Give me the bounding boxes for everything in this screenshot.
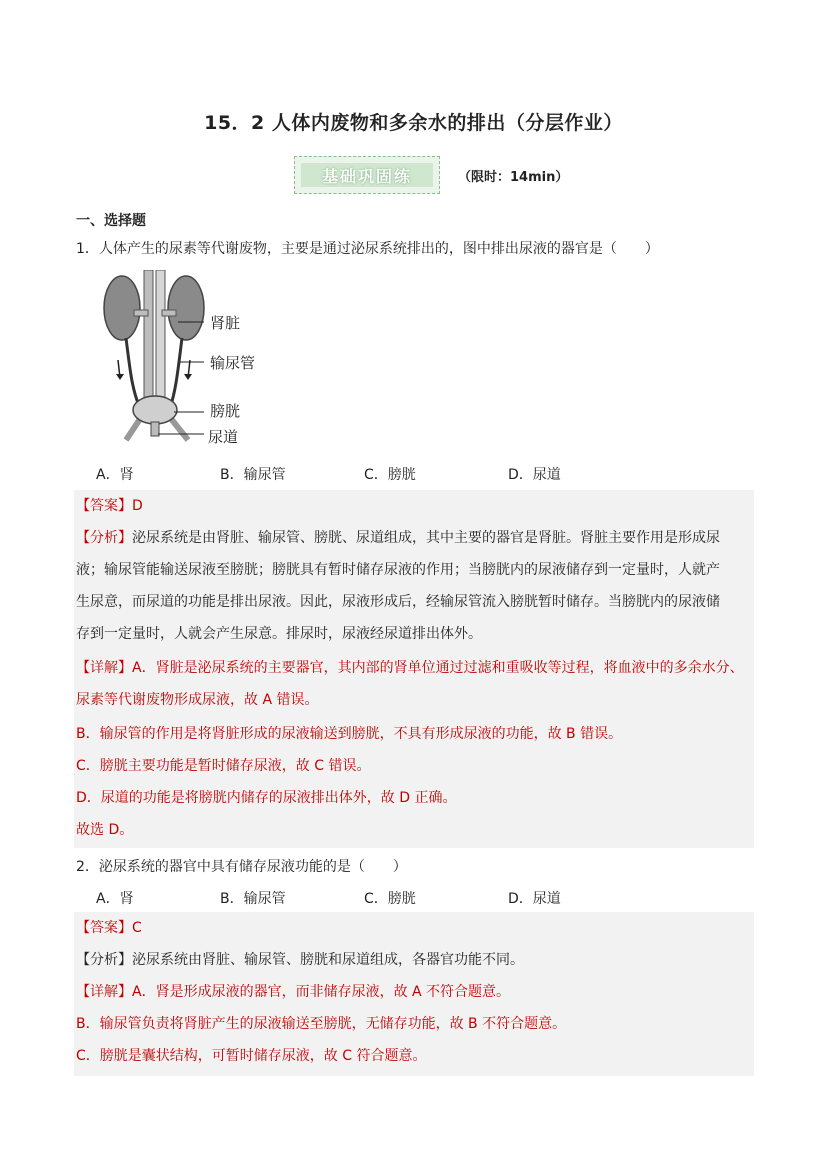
urinary-system-figure: [96, 270, 296, 448]
q2-detail-line: 【详解】A．肾是形成尿液的器官，而非储存尿液，故 A 不符合题意。: [76, 984, 511, 1000]
q2-option-d: D．尿道: [508, 891, 561, 907]
q2-option-b: B．输尿管: [220, 891, 286, 907]
q1-analysis-line: 【分析】泌尿系统是由肾脏、输尿管、膀胱、尿道组成，其中主要的器官是肾脏。肾脏主要作用是形成尿: [76, 530, 720, 546]
q1-answer-box: [74, 490, 754, 848]
q1-stem: 1．人体产生的尿素等代谢废物，主要是通过泌尿系统排出的，图中排出尿液的器官是（ ）: [76, 241, 659, 257]
q1-detail-line: B．输尿管的作用是将肾脏形成的尿液输送到膀胱，不具有形成尿液的功能，故 B 错误。: [76, 726, 623, 742]
q1-detail-line: 故选 D。: [76, 822, 134, 838]
q1-option-b: B．输尿管: [220, 467, 286, 483]
q2-detail-line: B．输尿管负责将肾脏产生的尿液输送至膀胱，无储存功能，故 B 不符合题意。: [76, 1016, 567, 1032]
q2-answer: 【答案】C: [76, 920, 142, 936]
q1-answer: 【答案】D: [76, 498, 143, 514]
page-title: 15．2 人体内废物和多余水的排出（分层作业）: [204, 112, 623, 134]
q2-option-a: A．肾: [96, 891, 134, 907]
label-kidney: 肾脏: [210, 314, 241, 332]
q1-option-c: C．膀胱: [364, 467, 416, 483]
label-ureter: 输尿管: [210, 354, 256, 372]
q1-option-a: A．肾: [96, 467, 134, 483]
q1-option-d: D．尿道: [508, 467, 561, 483]
q1-detail-line: 尿素等代谢废物形成尿液，故 A 错误。: [76, 692, 319, 708]
urinary-system-diagram: [96, 270, 296, 448]
time-limit: （限时：14min）: [458, 170, 569, 185]
q1-analysis-text: 泌尿系统是由肾脏、输尿管、膀胱、尿道组成，其中主要的器官是肾脏。肾脏主要作用是形成尿: [132, 530, 720, 546]
label-urethra: 尿道: [208, 428, 239, 446]
q1-detail-line: 【详解】A．肾脏是泌尿系统的主要器官，其内部的肾单位通过过滤和重吸收等过程，将血液中的多余水分、: [76, 660, 744, 676]
q2-answer-box: [74, 912, 754, 1076]
label-bladder: 膀胱: [210, 402, 241, 420]
q1-analysis-line: 存到一定量时，人就会产生尿意。排尿时，尿液经尿道排出体外。: [76, 626, 482, 642]
q1-analysis-line: 生尿意，而尿道的功能是排出尿液。因此，尿液形成后，经输尿管流入膀胱暂时储存。当膀胱内的尿液储: [76, 594, 720, 610]
q2-option-c: C．膀胱: [364, 891, 416, 907]
section-badge: [294, 156, 442, 196]
q2-stem: 2．泌尿系统的器官中具有储存尿液功能的是（ ）: [76, 859, 407, 875]
q2-detail-line: C．膀胱是囊状结构，可暂时储存尿液，故 C 符合题意。: [76, 1048, 427, 1064]
section-heading: 一、选择题: [76, 213, 146, 229]
q1-analysis-line: 液；输尿管能输送尿液至膀胱；膀胱具有暂时储存尿液的作用；当膀胱内的尿液储存到一定量时，人就产: [76, 562, 720, 578]
q1-detail-line: D．尿道的功能是将膀胱内储存的尿液排出体外，故 D 正确。: [76, 790, 457, 806]
q1-detail-line: C．膀胱主要功能是暂时储存尿液，故 C 错误。: [76, 758, 371, 774]
q2-analysis: 【分析】泌尿系统由肾脏、输尿管、膀胱和尿道组成，各器官功能不同。: [76, 952, 524, 968]
badge-label: 基础巩固练: [301, 163, 433, 187]
